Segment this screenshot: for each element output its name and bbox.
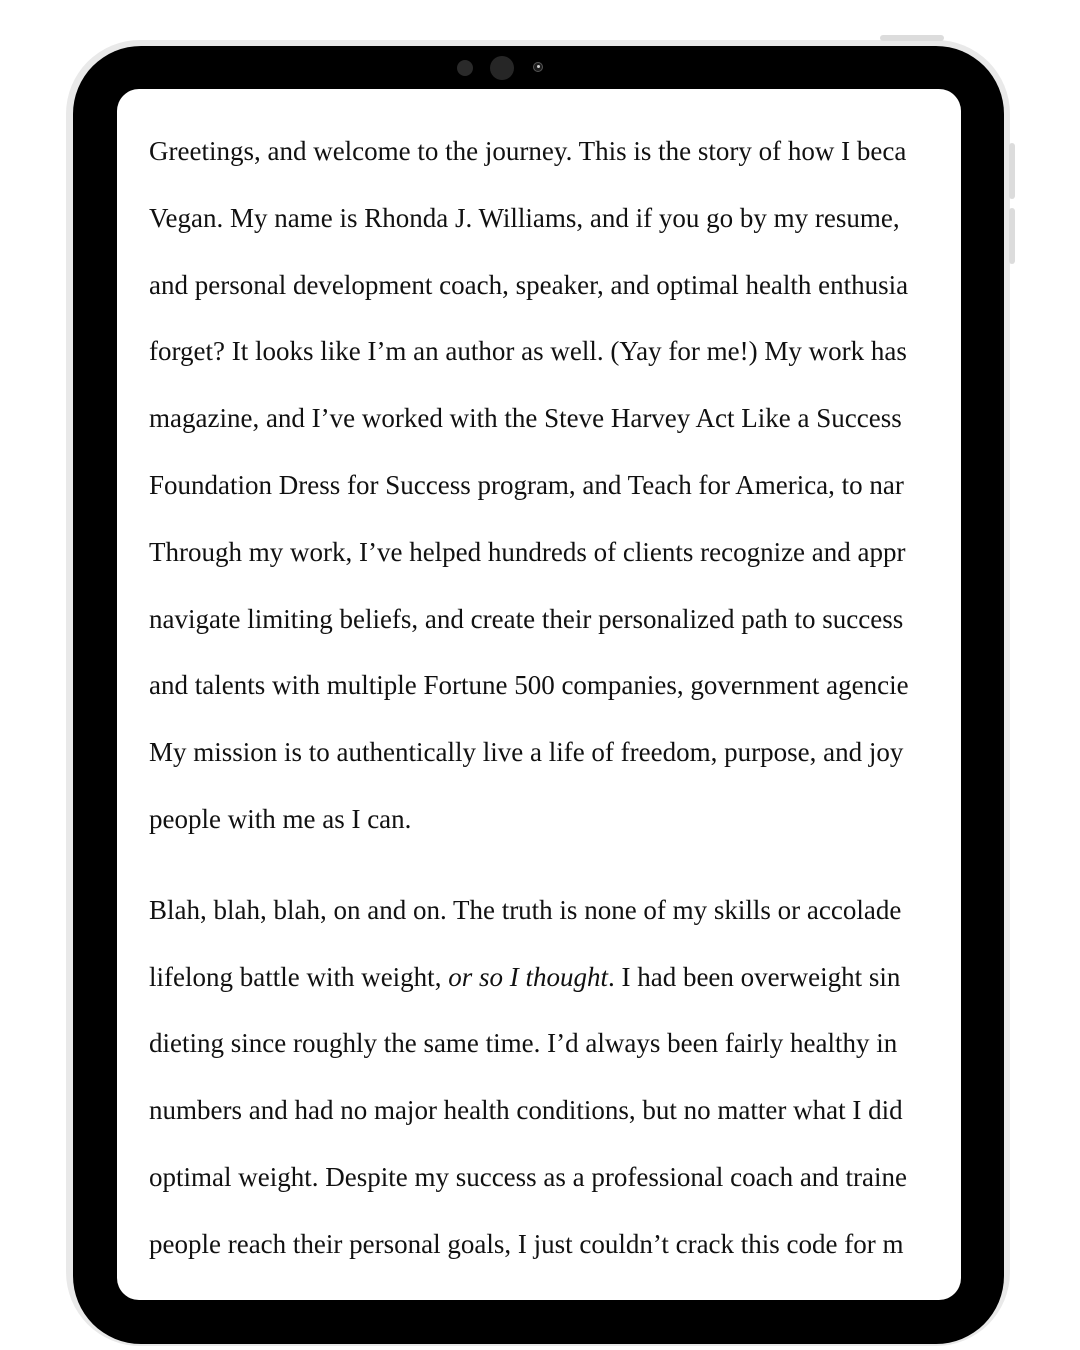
text-line: magazine, and I’ve worked with the Steve Harvey Act Like a Success [149,403,902,434]
paragraph-2 [149,886,961,1287]
sensor-icon [457,60,473,76]
tablet-screen[interactable] [117,89,961,1300]
volume-up-button [1009,143,1015,199]
text-line: people reach their personal goals, I just couldn’t crack this code for m [149,1228,904,1259]
text-line: Vegan. My name is Rhonda J. Williams, and if you go by my resume, [149,202,900,233]
volume-down-button [1009,208,1015,264]
text-line: dieting since roughly the same time. I’d always been fairly healthy in [149,1028,898,1059]
paragraph-1 [149,127,961,862]
flash-icon [533,62,543,72]
text-segment: . I had been overweight sin [607,961,901,992]
text-line: numbers and had no major health conditions, but no matter what I did [149,1095,903,1126]
book-text [149,127,961,1287]
italic-phrase: or so I thought [448,961,608,992]
text-line: Through my work, I’ve helped hundreds of clients recognize and appr [149,536,906,567]
camera-icon [490,56,514,80]
text-line: people with me as I can. [149,803,412,834]
text-line [149,953,961,1020]
text-line: My mission is to authentically live a life of freedom, purpose, and joy [149,737,904,768]
top-button [880,35,944,41]
paragraph-spacer [149,862,961,886]
text-line: optimal weight. Despite my success as a professional coach and traine [149,1161,908,1192]
text-line: forget? It looks like I’m an author as well. (Yay for me!) My work has [149,336,907,367]
text-line: Greetings, and welcome to the journey. This is the story of how I beca [149,136,907,166]
text-line: and talents with multiple Fortune 500 companies, government agencie [149,670,909,701]
text-line: Blah, blah, blah, on and on. The truth is none of my skills or accolade [149,894,902,925]
text-segment: lifelong battle with weight, [149,961,449,992]
text-line: and personal development coach, speaker, and optimal health enthusia [149,269,909,300]
text-line: Foundation Dress for Success program, and Teach for America, to nar [149,469,904,500]
text-line: navigate limiting beliefs, and create their personalized path to success [149,603,904,634]
